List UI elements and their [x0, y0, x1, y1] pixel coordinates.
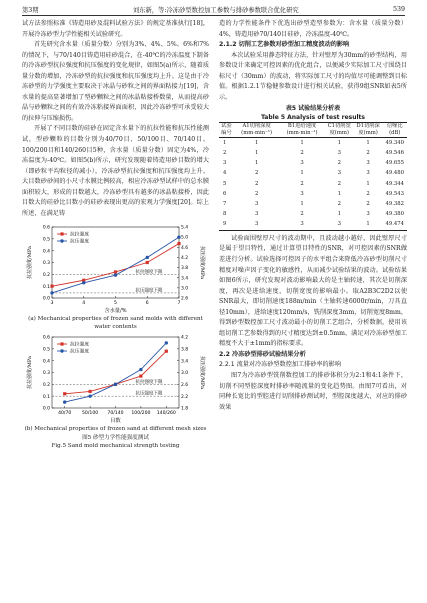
right-column: [219, 19, 407, 413]
data-point-circle: [146, 256, 149, 259]
data-point-square: [139, 375, 142, 378]
table-5-cell: 3: [254, 200, 259, 207]
table-5-cell: 2: [223, 150, 227, 157]
y-right-axis-label: 抗压强度/MPa: [199, 356, 205, 390]
table-5-header-cell: D1切削深度(mm): [354, 123, 383, 138]
table-row: [219, 189, 407, 199]
table-5-cell: 8: [223, 211, 227, 218]
table-5-cell: 49.380: [385, 211, 405, 218]
table-5-cell: 3: [254, 211, 259, 218]
y-right-axis-label: 抗压强度/MPa: [199, 246, 205, 280]
table-5-cell: 2: [337, 200, 341, 207]
figure-5: [22, 222, 209, 450]
table-row: [219, 210, 407, 220]
table-5-cell: 49.344: [385, 180, 405, 187]
table-5-cell: 2: [366, 150, 370, 157]
y-right-tick-label: 4.6: [181, 246, 189, 252]
data-point-circle: [114, 274, 117, 277]
y-left-tick-label: 0.2: [42, 383, 50, 389]
table-5-cell: 1: [223, 139, 227, 146]
x-tick-label: 4: [82, 301, 86, 307]
data-point-square: [114, 271, 117, 274]
chart-water-content: [22, 222, 209, 315]
series-line-0: [52, 244, 179, 287]
section-2-2-heading: 2.2 冷冻砂型排砂试验结果分析: [219, 350, 306, 358]
table-5-cell: 1: [337, 190, 341, 197]
section-2-2-1-heading: 2.2.1 流量对冷冻砂型数控加工排砂率的影响: [219, 361, 341, 369]
legend-label: 抗拉强度: [70, 343, 90, 349]
table-5-cell: 1: [300, 139, 304, 146]
data-point-circle: [139, 368, 142, 371]
y-right-tick-label: 3.0: [181, 286, 189, 292]
table-5: [219, 122, 407, 231]
threshold-label: 抗压强度下限: [135, 288, 163, 294]
table-5-cell: 49.474: [383, 220, 407, 231]
figure-5-caption-en: Fig.5 Sand mold mechanical strength testing: [51, 443, 180, 450]
table-5-caption-en: Table 5 Analysis of test results: [260, 113, 365, 121]
x-tick-label: 7: [177, 301, 181, 307]
table-5-caption-cn: 表5 试验结果分析表: [285, 105, 341, 113]
table-5-cell: 1: [254, 160, 259, 167]
table-5-cell: 1: [337, 139, 341, 146]
table-5-cell: 3: [223, 160, 227, 167]
table-5-cell: 1: [254, 150, 259, 157]
table-5-cell: 3: [234, 220, 279, 231]
table-5-cell: 2: [366, 190, 370, 197]
table-5-cell: 2: [300, 150, 304, 157]
table-5-cell: 2: [366, 200, 370, 207]
y-left-axis-label: 抗拉强度/MPa: [27, 246, 33, 280]
x-axis-label: 含水量/%: [104, 308, 127, 315]
legend-label: 抗压强度: [70, 350, 90, 356]
table-row: [219, 159, 407, 169]
legend-marker: [60, 233, 63, 236]
table-5-cell: 49.546: [385, 150, 405, 157]
table-5-cell: 2: [337, 180, 341, 187]
table-5-cell: 1: [366, 139, 370, 146]
y-right-tick-label: 3.4: [181, 359, 189, 365]
data-point-square: [146, 261, 149, 264]
y-right-tick-label: 5.4: [181, 225, 189, 231]
table-5-cell: 3: [300, 190, 304, 197]
table-5-cell: 49.543: [385, 190, 405, 197]
table-5-cell: 49.340: [385, 139, 405, 146]
y-left-tick-label: 0.1: [42, 285, 50, 291]
table-5-header-cell: 试验编号: [219, 123, 234, 138]
table-5-cell: 3: [279, 220, 324, 231]
table-5-cell: 3: [366, 170, 370, 177]
y-left-axis-label: 抗拉强度/MPa: [27, 356, 33, 390]
figure-5-caption-cn: 图5 砂型力学性能强度测试: [82, 435, 149, 442]
table-row: [219, 148, 407, 158]
data-point-circle: [165, 342, 168, 345]
x-tick-label: 140/260: [156, 411, 176, 417]
figure-5b-caption: (b) Mechanical properties of frozen sand at different mesh sizes: [24, 426, 207, 433]
table-5-cell: 2: [300, 211, 304, 218]
chart-mesh-size: [22, 332, 209, 425]
table-row: [219, 199, 407, 209]
table-5-cell: 3: [337, 170, 341, 177]
running-header: [22, 3, 405, 16]
header-page-number: 539: [392, 5, 405, 13]
table-5-cell: 3: [366, 160, 370, 167]
right-paragraph-3: 图7为冷冻砂型铣削数控加工的排砂体积分为2:1和4:1条件下，切削不同型腔深度时排砂率随流量的变化趋势图。由图7可看出，对同种长宽比的型腔进行切削排砂测试时，型腔深度越大，对应的排砂效果: [219, 371, 407, 411]
data-point-circle: [177, 236, 180, 239]
legend-label: 抗压强度: [70, 240, 90, 246]
data-point-square: [63, 393, 66, 396]
legend-marker: [60, 240, 63, 243]
table-row: [219, 169, 407, 179]
data-point-circle: [114, 383, 117, 386]
y-right-tick-label: 2.6: [181, 383, 189, 389]
header-issue: 第3期: [22, 6, 39, 14]
data-point-circle: [50, 292, 53, 295]
table-5-cell: 6: [223, 190, 227, 197]
data-point-circle: [82, 281, 85, 284]
figure-5a-caption: (a) Mechanical properties of frozen sand molds with different water contents: [28, 316, 203, 331]
data-point-square: [89, 390, 92, 393]
y-right-tick-label: 3.0: [181, 371, 189, 377]
table-5-header-cell: C1切削宽度(mm): [325, 123, 354, 138]
y-left-tick-label: 0.4: [42, 249, 50, 255]
table-5-cell: 3: [325, 220, 354, 231]
x-tick-label: 3: [50, 301, 54, 307]
y-right-tick-label: 1.8: [181, 406, 189, 412]
table-5-header-cell: B1进给速度(mm·min⁻¹): [279, 123, 324, 138]
table-5-cell: 2: [337, 160, 341, 167]
series-line-1: [52, 238, 179, 294]
left-paragraph-3: 开展了不同目数的硅砂在固定含水量下的抗拉性能和抗压性能测试，型砂颗粒的目数分别为40/70目、50/100目、70/140目、100/200目和140/260目5种，含水量（质量分数）固定为4%，冷冻温度为-40℃。如图5(b)所示，研究发现随着铸造用砂目数的增大（即砂粒平均粒径的减小），冷冻砂型抗拉强度和抗压强度均上升。大目数砂砂间的小尺寸水膜比例较高，相应冷冻砂型试样中的总水膜面积较大，形成的目数越大，冷冻砂型具有越多的冰晶粘接桥，因此目数大的硅砂比目数小的硅砂表现出更高的宏观力学强度[20]。综上所述，在满足铸: [22, 125, 209, 217]
table-5-header-cell: 信噪比(dB): [383, 123, 407, 138]
data-point-square: [177, 242, 180, 245]
table-5-cell: 2: [254, 190, 259, 197]
table-5-cell: 2: [254, 170, 259, 177]
table-5-cell: 3: [300, 160, 304, 167]
section-2-1-2-heading: 2.1.2 切削工艺参数对砂型加工精度波动的影响: [219, 41, 350, 49]
y-right-tick-label: 3.8: [181, 266, 189, 272]
table-5-cell: 49.480: [385, 170, 405, 177]
y-right-tick-label: 2.2: [181, 395, 189, 401]
y-left-tick-label: 0.6: [42, 335, 50, 341]
data-point-circle: [63, 401, 66, 404]
table-5-cell: 1: [354, 220, 383, 231]
right-paragraph-0: 造的力学性能条件下优选出砂型造型参数为：含水量（质量分数）4%，铸造用砂70/140目硅砂，冷冻温度-40℃。: [219, 20, 407, 38]
legend-marker: [60, 343, 63, 346]
data-point-square: [165, 350, 168, 353]
y-left-tick-label: 0.3: [42, 371, 50, 377]
x-tick-label: 70/140: [107, 411, 124, 417]
threshold-label: 抗拉强度下限: [135, 380, 163, 386]
table-5-cell: 4: [223, 170, 227, 177]
y-left-tick-label: 0.5: [42, 347, 50, 353]
table-5-cell: 49.382: [385, 200, 405, 207]
threshold-label: 抗拉强度下限: [135, 270, 163, 276]
table-5-cell: 9: [219, 220, 234, 231]
x-tick-label: 40/70: [58, 411, 72, 417]
y-right-tick-label: 4.2: [181, 335, 189, 341]
series-line-0: [65, 352, 167, 398]
data-point-circle: [88, 395, 91, 398]
table-5-cell: 5: [223, 180, 227, 187]
left-paragraph-1: 试方法参照标准《铸造用砂及混料试验方法》的规定基准执行[18]，开展冷冻砂型力学性能相关试验研究。: [22, 20, 209, 38]
table-5-cell: 1: [254, 139, 259, 146]
right-paragraph-1: 本次试验采用静态特征方法，针对壁厚为30mm的砂型结构，用参数设计来确定可控因素的优化组合，以便减少实际加工尺寸围绕目标尺寸（30mm）的波动，将实际加工尺寸的均值尽可能调整到目标值。根据1.2.1节稳健参数设计进行相关试验，获得9组SNR如表5所示。: [219, 51, 407, 101]
table-5-cell: 2: [300, 180, 304, 187]
table-5-cell: 7: [223, 200, 227, 207]
table-5-header-cell: A1切削深度(mm·min⁻¹): [234, 123, 279, 138]
table-5-cell: 1: [337, 211, 341, 218]
table-5-cell: 3: [366, 211, 370, 218]
y-left-tick-label: 0.6: [42, 225, 50, 231]
y-left-tick-label: 0.1: [42, 395, 50, 401]
table-5-cell: 1: [300, 200, 304, 207]
right-paragraph-2: 试验面围壁厚尺寸的波动期中，且波动越小越好，因此壁厚尺寸是属于望目特性，通过计算望目特性的SNR，对可控因素的SNR做差进行分析。试验选择可控因子的水平组合来降低冷冻砂型切削尺寸精度对噪声因子变化的敏感性，从而减少试验结果的波动。试验结果如图6所示，研究发现对波动影响最大的是主轴转速，其次是切削深度，再次是进给速度，切削宽度的影响最小。取A2B3C2D2以使SNR最大，即切削速度188m/min（主轴转速6000r/min，刀具直径10mm），进给速度120mm/s，铣削深度3mm，切削宽度8mm，得到砂型数控加工尺寸波动最小的切削工艺组合，分析数据，使用该组切削工艺参数得到的尺寸精度达到±0.5mm，满足对冷冻砂型加工精度不大于±1mm的指标要求。: [219, 234, 407, 348]
legend-marker: [60, 350, 63, 353]
header-title: 刘东新，等:冷冻砂型数控加工参数与排砂参数联合优化研究: [132, 6, 299, 14]
y-right-tick-label: 3.4: [181, 276, 189, 282]
threshold-label: 抗压强度下限: [135, 392, 163, 398]
y-right-tick-label: 3.8: [181, 347, 189, 353]
x-tick-label: 5: [114, 301, 117, 307]
x-tick-label: 100/200: [131, 411, 151, 417]
left-paragraph-2: 首先研究含水量（质量分数）分别为3%、4%、5%、6%和7%的情况下，与70/140目铸造用硅砂混合，在-40℃的冷冻温度下制备的冷冻砂型抗拉强度和抗压强度的变化规律，如图5(a)所示，随着质量分数的增加，冷冻砂型的抗拉强度和抗压强度均上升。这是由于冷冻砂型的力学强度主要取决于冰晶与砂粒之间的界面粘接力[19]，含水量的提高显著增加了型砂颗粒之间的冰晶粘接桥数量，从而提高砂晶与砂颗粒之间的有效冷冻粘接界面面积，因此冷冻砂型可承受较大的拉伸与压缩损伤。: [22, 41, 209, 122]
table-5-cell: 3: [337, 150, 341, 157]
data-point-square: [50, 285, 53, 288]
y-left-tick-label: 0.3: [42, 261, 50, 267]
y-right-tick-label: 4.2: [181, 256, 189, 262]
y-left-tick-label: 0.4: [42, 359, 50, 365]
legend-label: 抗拉强度: [70, 233, 90, 239]
table-row: [219, 220, 407, 231]
y-left-tick-label: 0.2: [42, 273, 50, 279]
x-axis-label: 目数: [110, 418, 121, 425]
y-left-tick-label: 0.0: [42, 406, 50, 412]
x-tick-label: 50/100: [82, 411, 99, 417]
table-5-cell: 1: [300, 170, 304, 177]
y-left-tick-label: 0.5: [42, 237, 50, 243]
y-right-tick-label: 5.0: [181, 236, 189, 242]
left-column: [22, 19, 209, 450]
table-5-cell: 1: [366, 180, 370, 187]
y-left-tick-label: 0.0: [42, 296, 50, 302]
y-right-tick-label: 2.6: [181, 296, 189, 302]
table-5-cell: 2: [254, 180, 259, 187]
x-tick-label: 6: [145, 301, 149, 307]
table-row: [219, 179, 407, 189]
table-row: [219, 138, 407, 149]
table-5-cell: 49.655: [385, 160, 405, 167]
